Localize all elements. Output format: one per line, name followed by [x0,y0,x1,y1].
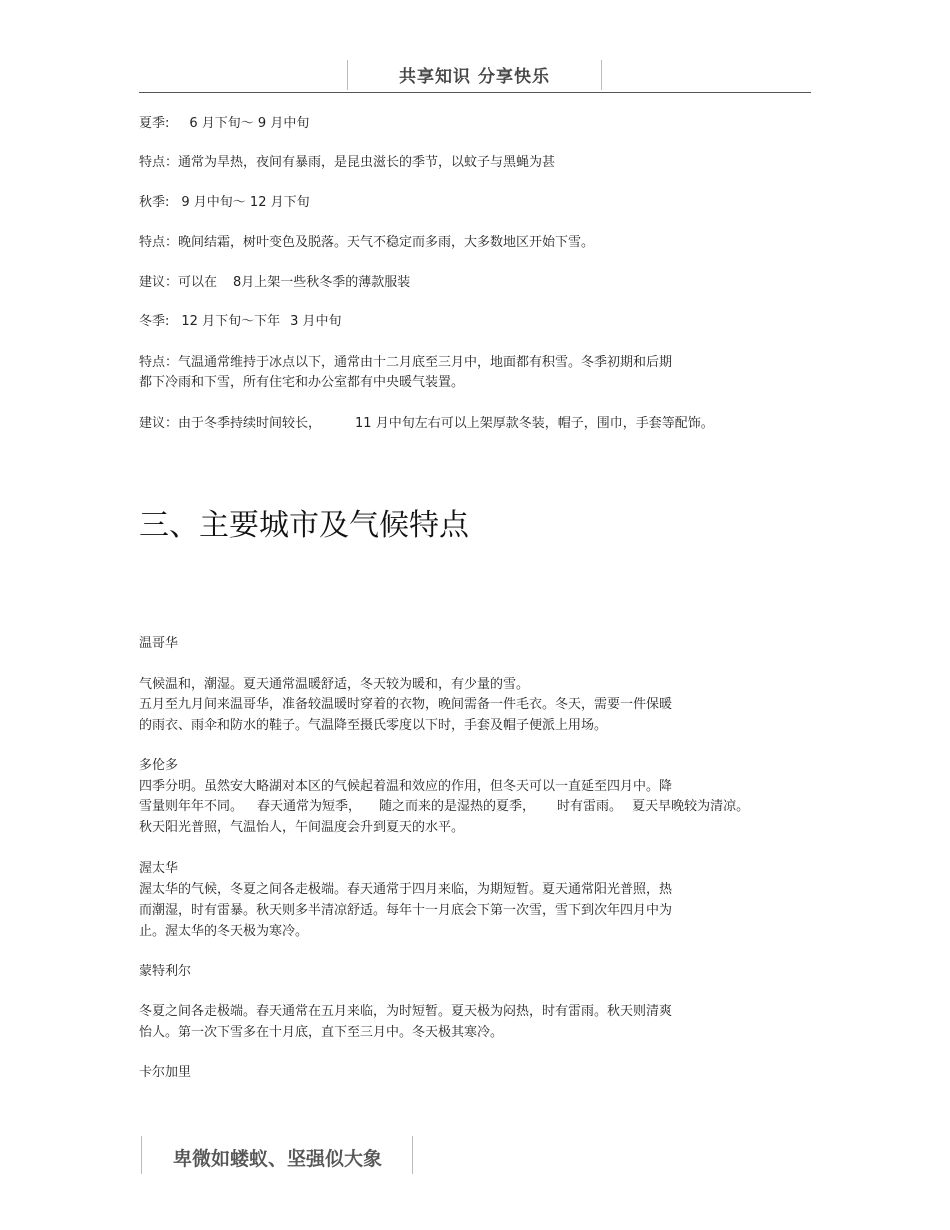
vancouver-line-2: 五月至九月间来温哥华，准备较温暖时穿着的衣物，晚间需备一件毛衣。冬天，需要一件保暖 [139,697,673,712]
autumn-advice-part-a: 建议：可以在 [139,275,218,290]
winter-advice [139,414,714,434]
toronto-line-2-part-d: 时有雷雨。 [557,799,623,814]
city-name-vancouver: 温哥华 [139,636,179,651]
winter-feature-line-2: 都下冷雨和下雪，所有住宅和办公室都有中央暖气装置。 [139,375,465,390]
toronto-line-2-part-e: 夏天早晚较为清凉。 [632,799,750,814]
autumn-feature: 特点：晚间结霜，树叶变色及脱落。天气不稳定而多雨，大多数地区开始下雪。 [139,235,595,250]
winter-label: 冬季: [139,314,170,329]
ottawa-line-3: 止。渥太华的冬天极为寒冷。 [139,924,309,939]
city-name-montreal: 蒙特利尔 [139,964,192,979]
summer-range: 6 月下旬～ 9 月中旬 [189,116,310,131]
winter-range-part-b: 3 月中旬 [290,314,342,329]
winter-feature-line-1: 特点：气温通常维持于冰点以下，通常由十二月底至三月中，地面都有积雪。冬季初期和后期 [139,355,673,370]
toronto-line-2-part-a: 雪量则年年不同。 [139,799,244,814]
header-divider-right [601,60,602,90]
winter-advice-part-b: 11 月中旬左右可以上架厚款冬装，帽子，围巾，手套等配饰。 [355,416,714,431]
montreal-line-1: 冬夏之间各走极端。春天通常在五月来临，为时短暂。夏天极为闷热，时有雷雨。秋天则清爽 [139,1004,673,1019]
footer-motto: 卑微如蝼蚁、坚强似大象 [173,1148,383,1170]
winter-range-part-a: 12 月下旬～下年 [181,314,281,329]
city-name-toronto: 多伦多 [139,758,179,773]
city-name-calgary: 卡尔加里 [139,1065,192,1080]
page-header [139,58,811,93]
toronto-line-2-part-b: 春天通常为短季， [257,799,362,814]
toronto-line-2-part-c: 随之而来的是湿热的夏季， [379,799,536,814]
footer-divider-left [141,1136,142,1174]
summer-range-line [139,114,309,134]
autumn-advice [139,273,410,293]
section-heading: 三、主要城市及气候特点 [139,508,469,543]
footer-divider-right [412,1136,413,1174]
vancouver-line-3: 的雨衣、雨伞和防水的鞋子。气温降至摄氏零度以下时，手套及帽子便派上用场。 [139,718,608,733]
toronto-line-2 [139,797,749,817]
vancouver-line-1: 气候温和，潮湿。夏天通常温暖舒适，冬天较为暖和，有少量的雪。 [139,677,530,692]
summer-feature: 特点：通常为旱热，夜间有暴雨，是昆虫滋长的季节，以蚊子与黑蝇为甚 [139,155,556,170]
page-footer [141,1136,413,1174]
autumn-range-line [139,193,310,213]
winter-range-line [139,312,341,332]
toronto-line-3: 秋天阳光普照，气温怡人，午间温度会升到夏天的水平。 [139,820,465,835]
summer-label: 夏季: [139,116,170,131]
autumn-label: 秋季: [139,195,170,210]
city-name-ottawa: 渥太华 [139,861,179,876]
header-title: 共享知识 分享快乐 [399,67,550,87]
winter-advice-part-a: 建议：由于冬季持续时间较长， [139,416,322,431]
ottawa-line-2: 而潮湿，时有雷暴。秋天则多半清凉舒适。每年十一月底会下第一次雪，雪下到次年四月中为 [139,903,673,918]
ottawa-line-1: 渥太华的气候，冬夏之间各走极端。春天通常于四月来临，为期短暂。夏天通常阳光普照，热 [139,882,673,897]
autumn-advice-part-b: 8月上架一些秋冬季的薄款服装 [233,275,411,290]
toronto-line-1: 四季分明。虽然安大略湖对本区的气候起着温和效应的作用，但冬天可以一直延至四月中。降 [139,779,673,794]
montreal-line-2: 怡人。第一次下雪多在十月底，直下至三月中。冬天极其寒冷。 [139,1025,504,1040]
autumn-range: 9 月中旬～ 12 月下旬 [181,195,310,210]
